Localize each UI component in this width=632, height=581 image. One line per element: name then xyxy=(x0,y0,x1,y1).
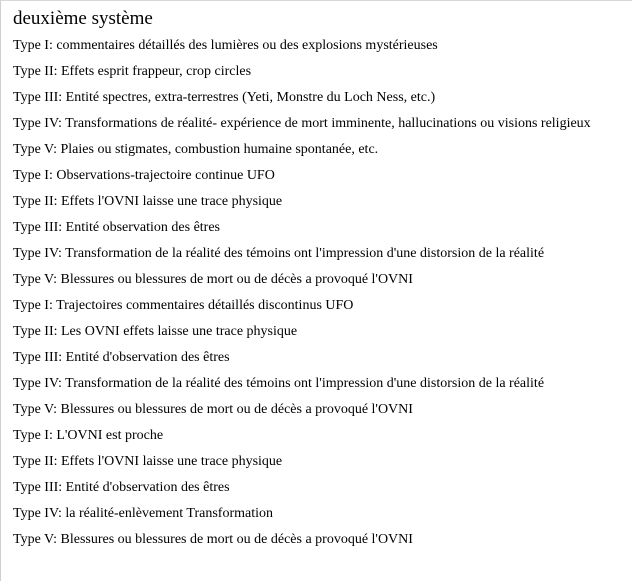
classification-line: Type V: Plaies ou stigmates, combustion humaine spontanée, etc. xyxy=(13,142,379,157)
classification-line: Type II: Les OVNI effets laisse une trace physique xyxy=(13,324,298,339)
classification-line: Type I: Trajectoires commentaires détaillés discontinus UFO xyxy=(13,298,354,313)
classification-line: Type V: Blessures ou blessures de mort ou de décès a provoqué l'OVNI xyxy=(13,272,413,287)
classification-line: Type IV: Transformation de la réalité des témoins ont l'impression d'une distorsion de la réalité xyxy=(13,376,545,391)
classification-line: Type II: Effets l'OVNI laisse une trace physique xyxy=(13,454,283,469)
classification-line: Type II: Effets l'OVNI laisse une trace physique xyxy=(13,194,283,209)
classification-line: Type III: Entité spectres, extra-terrestres (Yeti, Monstre du Loch Ness, etc.) xyxy=(13,90,436,105)
classification-line: Type I: commentaires détaillés des lumières ou des explosions mystérieuses xyxy=(13,38,438,53)
classification-line: Type II: Effets esprit frappeur, crop circles xyxy=(13,64,252,79)
classification-line: Type V: Blessures ou blessures de mort ou de décès a provoqué l'OVNI xyxy=(13,532,413,547)
classification-line: Type I: L'OVNI est proche xyxy=(13,428,164,443)
classification-list xyxy=(13,33,632,553)
classification-line: Type I: Observations-trajectoire continue UFO xyxy=(13,168,275,183)
classification-line: Type IV: Transformations de réalité- expérience de mort imminente, hallucinations ou visions religieux xyxy=(13,116,591,131)
classification-line: Type III: Entité observation des êtres xyxy=(13,220,221,235)
classification-line: Type III: Entité d'observation des êtres xyxy=(13,480,230,495)
classification-line: Type IV: la réalité-enlèvement Transformation xyxy=(13,506,274,521)
classification-line: Type IV: Transformation de la réalité des témoins ont l'impression d'une distorsion de la réalité xyxy=(13,246,545,261)
classification-line: Type V: Blessures ou blessures de mort ou de décès a provoqué l'OVNI xyxy=(13,402,413,417)
section-heading: deuxième système xyxy=(13,8,153,29)
classification-line: Type III: Entité d'observation des êtres xyxy=(13,350,230,365)
